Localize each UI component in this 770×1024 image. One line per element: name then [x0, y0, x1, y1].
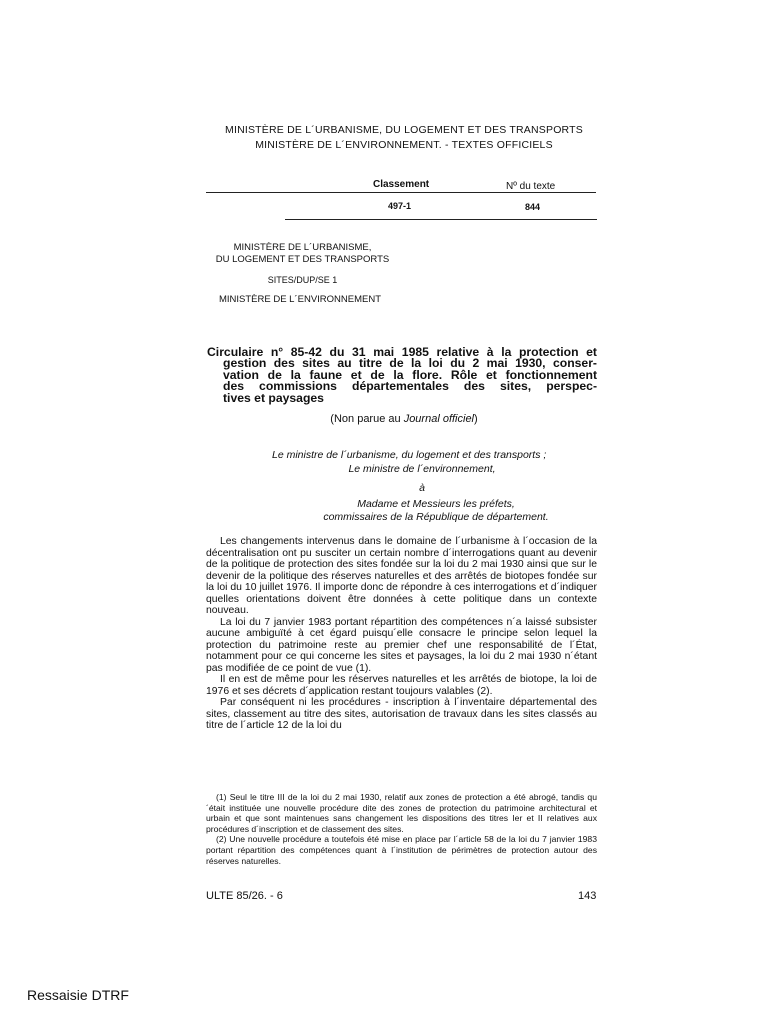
issuer-reference: SITES/DUP/SE 1 [267, 275, 338, 285]
publication-note-prefix: (Non parue au [330, 413, 404, 425]
numero-label: Nº du texte [506, 181, 556, 192]
circular-body [206, 536, 597, 732]
title-line: gestion des sites au titre de la loi du 2 mai 1930, conser- [223, 356, 597, 371]
publication-note-suffix: ) [474, 413, 478, 425]
issuer-ministry-line1: MINISTÈRE DE L´URBANISME, [233, 242, 372, 253]
classement-value: 497-1 [388, 201, 412, 211]
title-line: des commissions départementales des sites, perspec- [223, 379, 597, 394]
body-paragraph: Par conséquent ni les procédures - inscription à l´inventaire départemental des sites, classement au titre des sites, autorisation de travaux dans les sites classés au titre de l´article 12 de la loi du [206, 697, 597, 731]
footnotes [206, 792, 597, 866]
table-top-rule [206, 192, 596, 193]
addressing-from-line1: Le ministre de l´urbanisme, du logement et des transports ; [272, 449, 547, 461]
numero-value: 844 [525, 202, 541, 212]
title-line: vation de la faune et de la flore. Rôle et fonctionnement [223, 367, 597, 382]
title-line: Circulaire n° 85-42 du 31 mai 1985 relative à la protection et [207, 345, 597, 359]
title-line: tives et paysages [223, 390, 324, 405]
watermark: Ressaisie DTRF [27, 987, 129, 1003]
body-paragraph: La loi du 7 janvier 1983 portant répartition des compétences n´a laissé subsister aucune ambiguïté à cet égard puisqu´elle consacre le principe selon lequel la protection du patrimoine reste au premier chef une responsabilité de l´État, notamment pour ce qui concerne les sites et paysages, la loi du 2 mai 1930 n´étant pas modifiée de ce point de vue (1). [206, 616, 597, 674]
footnote: (2) Une nouvelle procédure a toutefois été mise en place par l´article 58 de la loi du 7 janvier 1983 portant répartition des compétences quant à l´institution de périmètres de protection autour des réserves naturelles. [206, 834, 597, 866]
issuer-ministry-line2: DU LOGEMENT ET DES TRANSPORTS [215, 254, 390, 265]
addressing-from-line2: Le ministre de l´environnement, [348, 463, 496, 475]
body-paragraph: Les changements intervenus dans le domaine de l´urbanisme à l´occasion de la décentralisation ont pu susciter un certain nombre d´interrogations quant au devenir de la politique de protection des sites fondée sur la loi du 2 mai 1930 ainsi que sur le devenir de la politique des réserves naturelles et des arrêtés de biotopes fondée sur la loi du 10 juillet 1976. Il importe donc de répondre à ces interrogations et d´indiquer quelles orientations doivent être données à cette politique dans un contexte nouveau. [206, 536, 597, 616]
publication-note [0, 413, 770, 425]
issuer-ministry-environment: MINISTÈRE DE L´ENVIRONNEMENT [218, 294, 382, 305]
addressing-to-word: à [419, 482, 425, 494]
table-bottom-rule [285, 219, 597, 220]
body-paragraph: Il en est de même pour les réserves naturelles et les arrêtés de biotope, la loi de 1976 et ses décrets d´application restant toujours valables (2). [206, 674, 597, 697]
header-subtitle-line: MINISTÈRE DE L´ENVIRONNEMENT. - TEXTES OFFICIELS [255, 139, 553, 151]
addressing-to-line1: Madame et Messieurs les préfets, [357, 498, 515, 510]
footer-reference: ULTE 85/26. - 6 [206, 890, 283, 902]
classement-label: Classement [373, 179, 430, 190]
footnote: (1) Seul le titre III de la loi du 2 mai 1930, relatif aux zones de protection a été abrogé, tandis qu´était instituée une nouvelle procédure dite des zones de protection du patrimoine architectural et urbain et que sont maintenues sans changement les dispositions des titres Ier et II relatives aux procédures d´inscription et de classement des sites. [206, 792, 597, 834]
header-ministry-line: MINISTÈRE DE L´URBANISME, DU LOGEMENT ET DES TRANSPORTS [225, 124, 583, 136]
addressing-to-line2: commissaires de la République de département. [323, 511, 549, 523]
page-number: 143 [578, 890, 597, 902]
circular-title [207, 347, 597, 404]
publication-note-journal: Journal officiel [403, 413, 475, 425]
